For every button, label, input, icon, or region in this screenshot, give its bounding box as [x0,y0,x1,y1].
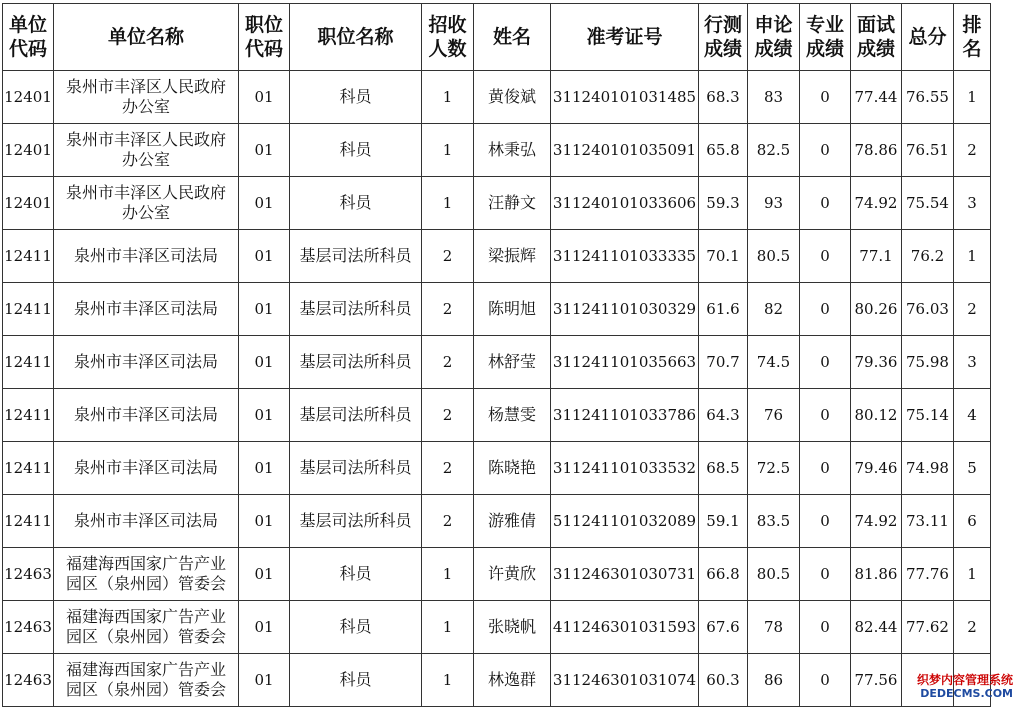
table-row [3,177,991,230]
header-essay-score: 申论 成绩 [748,4,800,71]
table-row [3,124,991,177]
cell-position-code: 01 [239,71,290,124]
cell-essay-score: 83 [748,71,800,124]
header-candidate-name: 姓名 [474,4,551,71]
cell-aptitude-score: 59.1 [699,495,748,548]
cell-rank: 3 [954,336,991,389]
header-aptitude-score: 行测 成绩 [699,4,748,71]
cell-rank: 1 [954,230,991,283]
cell-exam-number: 311241101033532 [551,442,699,495]
cell-rank: 5 [954,442,991,495]
cell-unit-code: 12411 [3,230,54,283]
cell-candidate-name: 许黄欣 [474,548,551,601]
cell-position-code: 01 [239,283,290,336]
cell-unit-name: 泉州市丰泽区司法局 [54,230,239,283]
cell-unit-code: 12401 [3,71,54,124]
cell-interview-score: 74.92 [851,495,902,548]
cell-exam-number: 311240101031485 [551,71,699,124]
cell-interview-score: 80.12 [851,389,902,442]
cell-position-name: 科员 [290,654,422,707]
cell-professional-score: 0 [800,177,851,230]
cell-candidate-name: 张晓帆 [474,601,551,654]
cell-hire-count: 2 [422,389,474,442]
cell-exam-number: 311241101033335 [551,230,699,283]
cell-professional-score: 0 [800,71,851,124]
cell-aptitude-score: 66.8 [699,548,748,601]
cell-unit-name: 泉州市丰泽区人民政府 办公室 [54,71,239,124]
cell-interview-score: 77.44 [851,71,902,124]
cell-total-score: 73.11 [902,495,954,548]
cell-professional-score: 0 [800,230,851,283]
cell-interview-score: 74.92 [851,177,902,230]
table-row [3,654,991,707]
cell-professional-score: 0 [800,442,851,495]
cell-aptitude-score: 60.3 [699,654,748,707]
cell-rank: 1 [954,548,991,601]
cell-position-name: 基层司法所科员 [290,230,422,283]
table-row [3,389,991,442]
cell-essay-score: 78 [748,601,800,654]
cell-professional-score: 0 [800,548,851,601]
cell-unit-name: 泉州市丰泽区司法局 [54,442,239,495]
cell-hire-count: 2 [422,495,474,548]
cell-position-name: 科员 [290,177,422,230]
cell-unit-code: 12411 [3,336,54,389]
cell-position-code: 01 [239,389,290,442]
header-interview-score: 面试 成绩 [851,4,902,71]
cell-hire-count: 1 [422,548,474,601]
cell-interview-score: 79.36 [851,336,902,389]
cell-exam-number: 311240101035091 [551,124,699,177]
cell-position-code: 01 [239,336,290,389]
results-table [2,3,991,707]
cell-candidate-name: 林舒莹 [474,336,551,389]
cell-aptitude-score: 65.8 [699,124,748,177]
cell-hire-count: 1 [422,177,474,230]
cell-position-name: 科员 [290,71,422,124]
header-unit-name: 单位名称 [54,4,239,71]
cell-interview-score: 79.46 [851,442,902,495]
table-row [3,230,991,283]
cell-essay-score: 83.5 [748,495,800,548]
cell-essay-score: 93 [748,177,800,230]
cell-position-name: 基层司法所科员 [290,442,422,495]
cell-exam-number: 311240101033606 [551,177,699,230]
cell-exam-number: 511241101032089 [551,495,699,548]
cell-candidate-name: 汪静文 [474,177,551,230]
cell-essay-score: 80.5 [748,230,800,283]
cell-total-score: 75.14 [902,389,954,442]
cell-position-name: 基层司法所科员 [290,389,422,442]
cell-candidate-name: 梁振辉 [474,230,551,283]
watermark-domain: DEDECMS.COM [920,687,1013,700]
cell-essay-score: 82 [748,283,800,336]
cell-aptitude-score: 64.3 [699,389,748,442]
cell-position-code: 01 [239,230,290,283]
cell-unit-code: 12401 [3,124,54,177]
cell-unit-name: 泉州市丰泽区司法局 [54,336,239,389]
cell-total-score: 75.98 [902,336,954,389]
cell-hire-count: 1 [422,654,474,707]
cell-professional-score: 0 [800,601,851,654]
cell-essay-score: 72.5 [748,442,800,495]
header-position-code: 职位 代码 [239,4,290,71]
table-row [3,71,991,124]
header-rank: 排 名 [954,4,991,71]
cell-interview-score: 78.86 [851,124,902,177]
cell-unit-name: 泉州市丰泽区司法局 [54,389,239,442]
cell-rank: 6 [954,495,991,548]
cell-unit-name: 福建海西国家广告产业 园区（泉州园）管委会 [54,654,239,707]
cell-position-code: 01 [239,442,290,495]
watermark-title: 织梦内容管理系统 [916,673,1013,687]
cell-unit-name: 泉州市丰泽区人民政府 办公室 [54,124,239,177]
cell-unit-name: 福建海西国家广告产业 园区（泉州园）管委会 [54,548,239,601]
cell-professional-score: 0 [800,283,851,336]
watermark [917,674,1013,700]
cell-position-name: 基层司法所科员 [290,283,422,336]
cell-hire-count: 1 [422,601,474,654]
table-row [3,601,991,654]
cell-unit-code: 12463 [3,548,54,601]
cell-rank: 1 [954,71,991,124]
cell-professional-score: 0 [800,495,851,548]
cell-position-name: 科员 [290,548,422,601]
cell-candidate-name: 林逸群 [474,654,551,707]
cell-interview-score: 81.86 [851,548,902,601]
cell-total-score: 74.98 [902,442,954,495]
cell-interview-score: 82.44 [851,601,902,654]
cell-exam-number: 311246301031074 [551,654,699,707]
cell-candidate-name: 黄俊斌 [474,71,551,124]
cell-exam-number: 311241101035663 [551,336,699,389]
cell-rank: 3 [954,177,991,230]
cell-essay-score: 86 [748,654,800,707]
cell-unit-code: 12411 [3,283,54,336]
cell-unit-code: 12411 [3,389,54,442]
table-row [3,495,991,548]
table-row [3,548,991,601]
cell-essay-score: 76 [748,389,800,442]
cell-hire-count: 2 [422,336,474,389]
cell-professional-score: 0 [800,654,851,707]
cell-rank: 2 [954,283,991,336]
cell-rank: 2 [954,601,991,654]
cell-professional-score: 0 [800,124,851,177]
cell-candidate-name: 陈明旭 [474,283,551,336]
table-row [3,442,991,495]
table-body [3,71,991,707]
cell-exam-number: 311241101033786 [551,389,699,442]
cell-interview-score: 77.1 [851,230,902,283]
header-total-score: 总分 [902,4,954,71]
cell-unit-name: 泉州市丰泽区人民政府 办公室 [54,177,239,230]
cell-unit-code: 12411 [3,442,54,495]
cell-total-score: 76.51 [902,124,954,177]
table-row [3,283,991,336]
header-unit-code: 单位 代码 [3,4,54,71]
cell-rank: 2 [954,124,991,177]
cell-unit-name: 泉州市丰泽区司法局 [54,283,239,336]
cell-position-code: 01 [239,654,290,707]
cell-candidate-name: 陈晓艳 [474,442,551,495]
cell-aptitude-score: 67.6 [699,601,748,654]
cell-unit-code: 12401 [3,177,54,230]
cell-exam-number: 311246301030731 [551,548,699,601]
cell-interview-score: 77.56 [851,654,902,707]
cell-hire-count: 1 [422,124,474,177]
cell-aptitude-score: 68.3 [699,71,748,124]
cell-unit-code: 12411 [3,495,54,548]
cell-total-score: 77.76 [902,548,954,601]
header-position-name: 职位名称 [290,4,422,71]
cell-position-name: 基层司法所科员 [290,336,422,389]
cell-aptitude-score: 61.6 [699,283,748,336]
cell-position-name: 科员 [290,601,422,654]
cell-total-score: 77.62 [902,601,954,654]
header-exam-number: 准考证号 [551,4,699,71]
cell-hire-count: 2 [422,230,474,283]
table-row [3,336,991,389]
cell-candidate-name: 林秉弘 [474,124,551,177]
cell-position-name: 基层司法所科员 [290,495,422,548]
cell-unit-code: 12463 [3,654,54,707]
cell-essay-score: 80.5 [748,548,800,601]
cell-unit-code: 12463 [3,601,54,654]
cell-position-name: 科员 [290,124,422,177]
cell-position-code: 01 [239,548,290,601]
cell-interview-score: 80.26 [851,283,902,336]
cell-position-code: 01 [239,177,290,230]
cell-aptitude-score: 70.1 [699,230,748,283]
cell-essay-score: 82.5 [748,124,800,177]
cell-unit-name: 泉州市丰泽区司法局 [54,495,239,548]
cell-aptitude-score: 70.7 [699,336,748,389]
header-row [3,4,991,71]
cell-position-code: 01 [239,495,290,548]
cell-essay-score: 74.5 [748,336,800,389]
cell-position-code: 01 [239,124,290,177]
header-hire-count: 招收 人数 [422,4,474,71]
header-professional-score: 专业 成绩 [800,4,851,71]
cell-total-score: 76.2 [902,230,954,283]
cell-hire-count: 2 [422,283,474,336]
cell-exam-number: 411246301031593 [551,601,699,654]
cell-total-score: 76.03 [902,283,954,336]
cell-total-score: 75.54 [902,177,954,230]
cell-position-code: 01 [239,601,290,654]
cell-exam-number: 311241101030329 [551,283,699,336]
cell-aptitude-score: 59.3 [699,177,748,230]
cell-candidate-name: 游雅倩 [474,495,551,548]
cell-hire-count: 1 [422,71,474,124]
cell-total-score: 76.55 [902,71,954,124]
cell-professional-score: 0 [800,389,851,442]
cell-unit-name: 福建海西国家广告产业 园区（泉州园）管委会 [54,601,239,654]
cell-aptitude-score: 68.5 [699,442,748,495]
cell-professional-score: 0 [800,336,851,389]
table-header [3,4,991,71]
cell-rank: 4 [954,389,991,442]
cell-hire-count: 2 [422,442,474,495]
cell-candidate-name: 杨慧雯 [474,389,551,442]
